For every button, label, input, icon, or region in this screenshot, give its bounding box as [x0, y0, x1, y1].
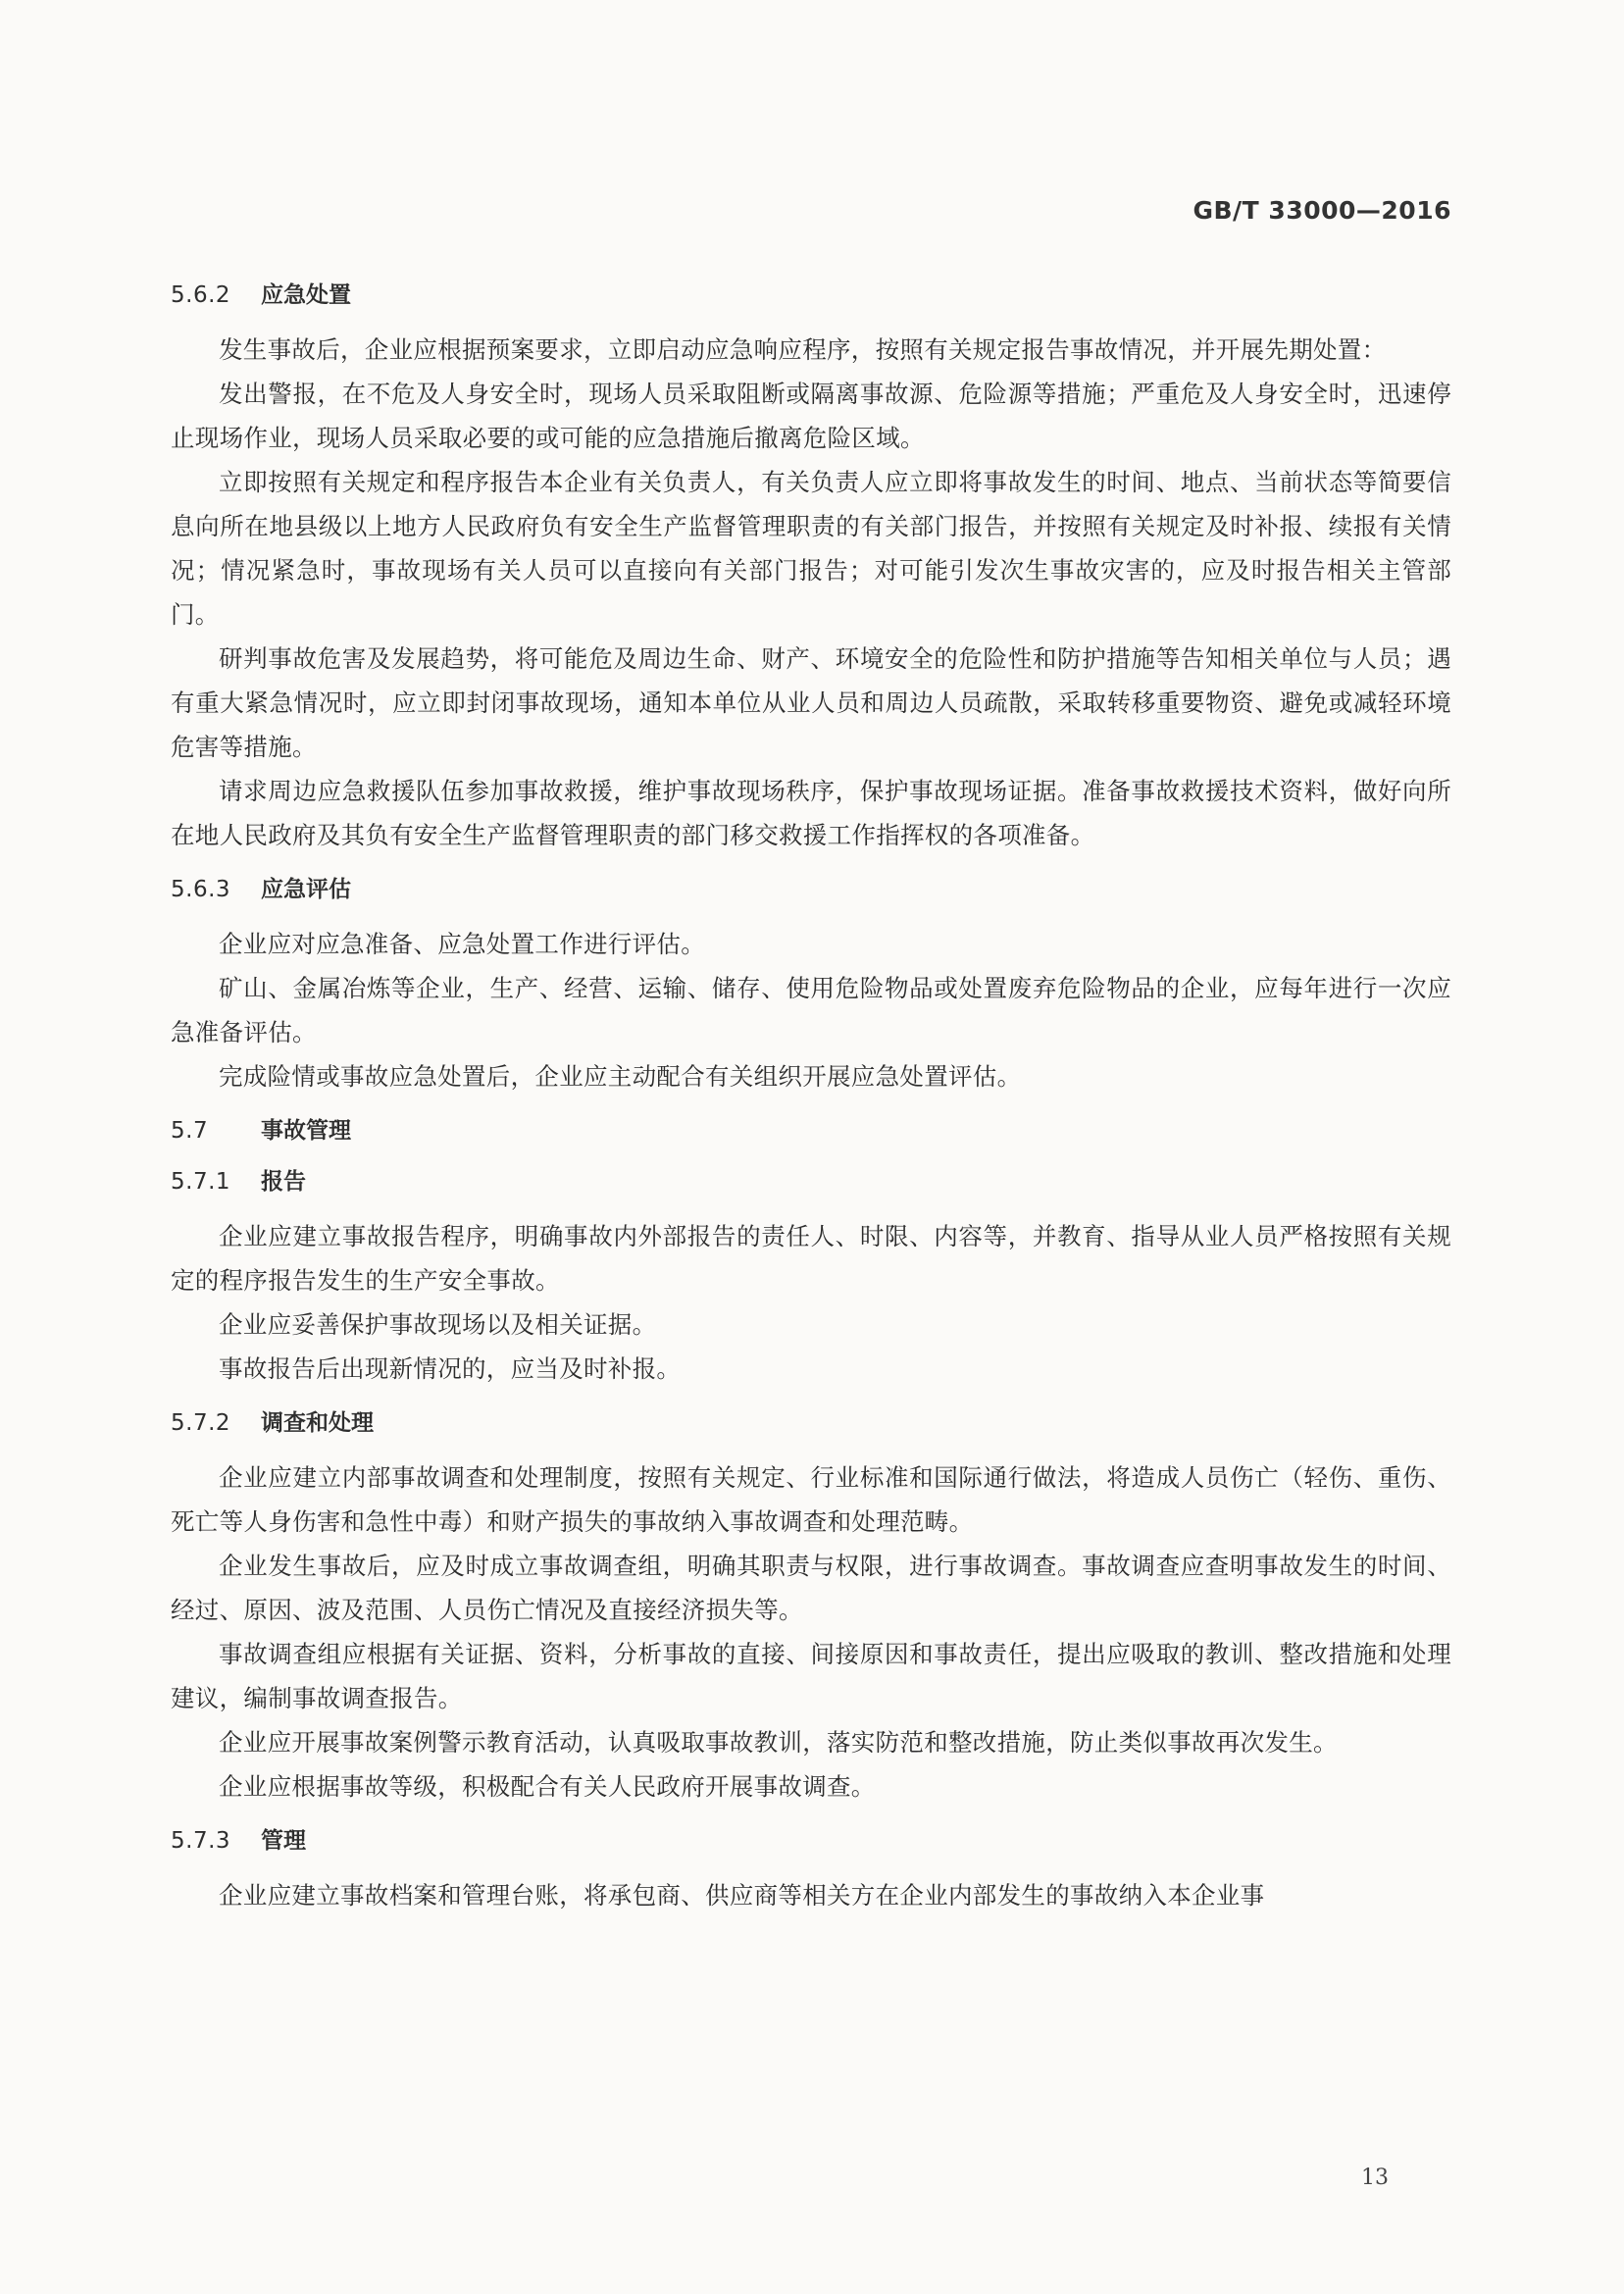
paragraph: 企业应妥善保护事故现场以及相关证据。	[219, 1310, 657, 1339]
paragraph: 企业应对应急准备、应急处置工作进行评估。	[219, 930, 705, 958]
section-5-7-2	[171, 1404, 1451, 1809]
section-heading	[171, 1404, 1451, 1442]
section-number: 5.6.3	[171, 877, 231, 902]
paragraph: 企业应建立事故档案和管理台账，将承包商、供应商等相关方在企业内部发生的事故纳入本企业事	[219, 1881, 1265, 1910]
paragraph: 企业应建立内部事故调查和处理制度，按照有关规定、行业标准和国际通行做法，将造成人员伤亡（轻伤、重伤、死亡等人身伤害和急性中毒）和财产损失的事故纳入事故调查和处理范畴。	[171, 1463, 1451, 1536]
page-number: 13	[1361, 2166, 1389, 2190]
section-title: 管理	[261, 1828, 306, 1854]
paragraph: 矿山、金属冶炼等企业，生产、经营、运输、储存、使用危险物品或处置废弃危险物品的企业，应每年进行一次应急准备评估。	[171, 974, 1451, 1046]
section-title: 应急处置	[261, 282, 351, 308]
section-5-7	[171, 1112, 1451, 1149]
section-title: 调查和处理	[261, 1410, 374, 1436]
paragraph: 请求周边应急救援队伍参加事故救援，维护事故现场秩序，保护事故现场证据。准备事故救援技术资料，做好向所在地人民政府及其负有安全生产监督管理职责的部门移交救援工作指挥权的各项准备。	[171, 777, 1451, 849]
section-5-7-3	[171, 1822, 1451, 1917]
paragraph: 事故报告后出现新情况的，应当及时补报。	[219, 1354, 682, 1383]
paragraph: 研判事故危害及发展趋势，将可能危及周边生命、财产、环境安全的危险性和防护措施等告知相关单位与人员；遇有重大紧急情况时，应立即封闭事故现场，通知本单位从业人员和周边人员疏散，采取转移重要物资、避免或减轻环境危害等措施。	[171, 644, 1451, 761]
section-number: 5.7.1	[171, 1169, 231, 1195]
paragraph: 完成险情或事故应急处置后，企业应主动配合有关组织开展应急处置评估。	[219, 1062, 1022, 1091]
section-number: 5.7.2	[171, 1410, 231, 1436]
section-heading	[171, 1822, 1451, 1860]
section-title: 事故管理	[261, 1118, 351, 1144]
paragraph: 发出警报，在不危及人身安全时，现场人员采取阻断或隔离事故源、危险源等措施；严重危及人身安全时，迅速停止现场作业，现场人员采取必要的或可能的应急措施后撤离危险区域。	[171, 380, 1451, 452]
section-heading	[171, 1112, 1451, 1149]
paragraph: 事故调查组应根据有关证据、资料，分析事故的直接、间接原因和事故责任，提出应吸取的教训、整改措施和处理建议，编制事故调查报告。	[171, 1640, 1451, 1712]
section-number: 5.7.3	[171, 1828, 231, 1854]
section-5-6-3	[171, 871, 1451, 1098]
section-title: 报告	[261, 1169, 306, 1195]
paragraph: 企业应建立事故报告程序，明确事故内外部报告的责任人、时限、内容等，并教育、指导从业人员严格按照有关规定的程序报告发生的生产安全事故。	[171, 1222, 1451, 1295]
section-heading	[171, 1163, 1451, 1200]
paragraph: 企业发生事故后，应及时成立事故调查组，明确其职责与权限，进行事故调查。事故调查应查明事故发生的时间、经过、原因、波及范围、人员伤亡情况及直接经济损失等。	[171, 1552, 1451, 1624]
section-title: 应急评估	[261, 877, 351, 902]
section-5-6-2	[171, 277, 1451, 857]
section-5-7-1	[171, 1163, 1451, 1391]
section-number: 5.6.2	[171, 282, 231, 308]
paragraph: 发生事故后，企业应根据预案要求，立即启动应急响应程序，按照有关规定报告事故情况，并开展先期处置：	[219, 335, 1387, 364]
section-number: 5.7	[171, 1118, 209, 1144]
standard-code: GB/T 33000—2016	[1193, 196, 1451, 225]
section-heading	[171, 871, 1451, 908]
section-heading	[171, 277, 1451, 314]
paragraph: 企业应开展事故案例警示教育活动，认真吸取事故教训，落实防范和整改措施，防止类似事故再次发生。	[219, 1728, 1338, 1757]
document-body	[171, 277, 1451, 1917]
paragraph: 企业应根据事故等级，积极配合有关人民政府开展事故调查。	[219, 1772, 876, 1801]
paragraph: 立即按照有关规定和程序报告本企业有关负责人，有关负责人应立即将事故发生的时间、地点、当前状态等简要信息向所在地县级以上地方人民政府负有安全生产监督管理职责的有关部门报告，并按照有关规定及时补报、续报有关情况；情况紧急时，事故现场有关人员可以直接向有关部门报告；对可能引发次生事故灾害的，应及时报告相关主管部门。	[171, 468, 1451, 629]
